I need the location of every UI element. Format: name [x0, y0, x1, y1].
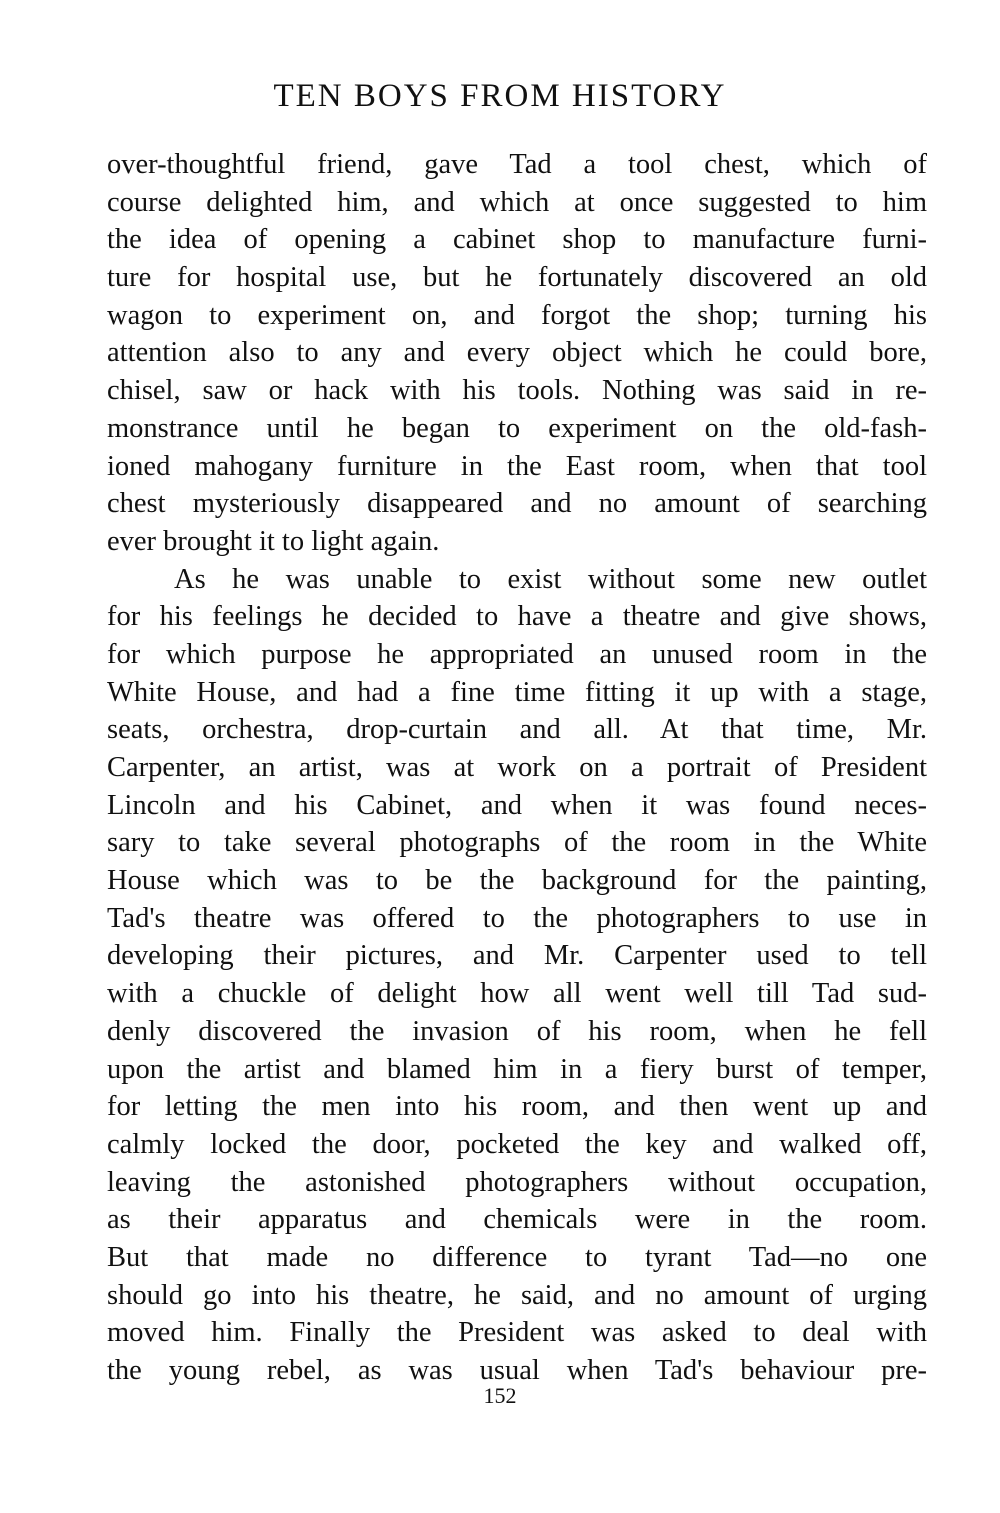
- text-line: for his feelings he decided to have a theatre and give shows,: [107, 601, 927, 633]
- page-number: 152: [483, 1383, 517, 1408]
- text-line: with a chuckle of delight how all went well till Tad sud-: [107, 978, 927, 1010]
- text-line: ever brought it to light again.: [107, 525, 440, 557]
- text-line: the young rebel, as was usual when Tad's behaviour pre-: [107, 1355, 927, 1386]
- text-line: sary to take several photographs of the room in the White: [107, 827, 927, 859]
- text-line: denly discovered the invasion of his room, when he fell: [107, 1015, 927, 1047]
- text-line: Carpenter, an artist, was at work on a portrait of President: [107, 752, 927, 783]
- text-line: leaving the astonished photographers without occupation,: [107, 1166, 927, 1198]
- text-line: as their apparatus and chemicals were in the room.: [107, 1204, 927, 1236]
- text-line: White House, and had a fine time fitting it up with a stage,: [107, 676, 927, 708]
- text-line: ture for hospital use, but he fortunately discovered an old: [107, 262, 927, 294]
- text-line: developing their pictures, and Mr. Carpenter used to tell: [107, 940, 927, 972]
- text-line: Lincoln and his Cabinet, and when it was found neces-: [107, 789, 927, 821]
- text-line: chisel, saw or hack with his tools. Nothing was said in re-: [107, 375, 927, 407]
- text-line: course delighted him, and which at once suggested to him: [107, 186, 927, 218]
- text-line: chest mysteriously disappeared and no amount of searching: [107, 488, 927, 520]
- text-line: seats, orchestra, drop-curtain and all. At that time, Mr.: [107, 714, 927, 746]
- text-line: for which purpose he appropriated an unused room in the: [107, 638, 927, 670]
- body-text: [107, 146, 927, 1390]
- text-line: Tad's theatre was offered to the photographers to use in: [107, 902, 927, 934]
- text-line: should go into his theatre, he said, and no amount of urging: [107, 1279, 927, 1311]
- paragraph: [107, 146, 927, 561]
- text-line: over-thoughtful friend, gave Tad a tool chest, which of: [107, 149, 927, 180]
- text-line: wagon to experiment on, and forgot the shop; turning his: [107, 299, 927, 331]
- paragraph: [107, 561, 927, 1390]
- text-line: monstrance until he began to experiment on the old-fash-: [107, 412, 927, 444]
- text-line: calmly locked the door, pocketed the key and walked off,: [107, 1128, 927, 1160]
- text-line: House which was to be the background for the painting,: [107, 865, 927, 897]
- text-line: moved him. Finally the President was asked to deal with: [107, 1317, 927, 1349]
- text-line: upon the artist and blamed him in a fiery burst of temper,: [107, 1053, 927, 1085]
- text-line: But that made no difference to tyrant Tad—no one: [107, 1241, 927, 1273]
- text-line: As he was unable to exist without some new outlet: [174, 563, 927, 595]
- text-line: attention also to any and every object which he could bore,: [107, 337, 927, 369]
- text-line: ioned mahogany furniture in the East room, when that tool: [107, 450, 927, 482]
- text-line: the idea of opening a cabinet shop to manufacture furni-: [107, 224, 927, 256]
- running-title: TEN BOYS FROM HISTORY: [273, 78, 727, 114]
- text-line: for letting the men into his room, and then went up and: [107, 1091, 927, 1123]
